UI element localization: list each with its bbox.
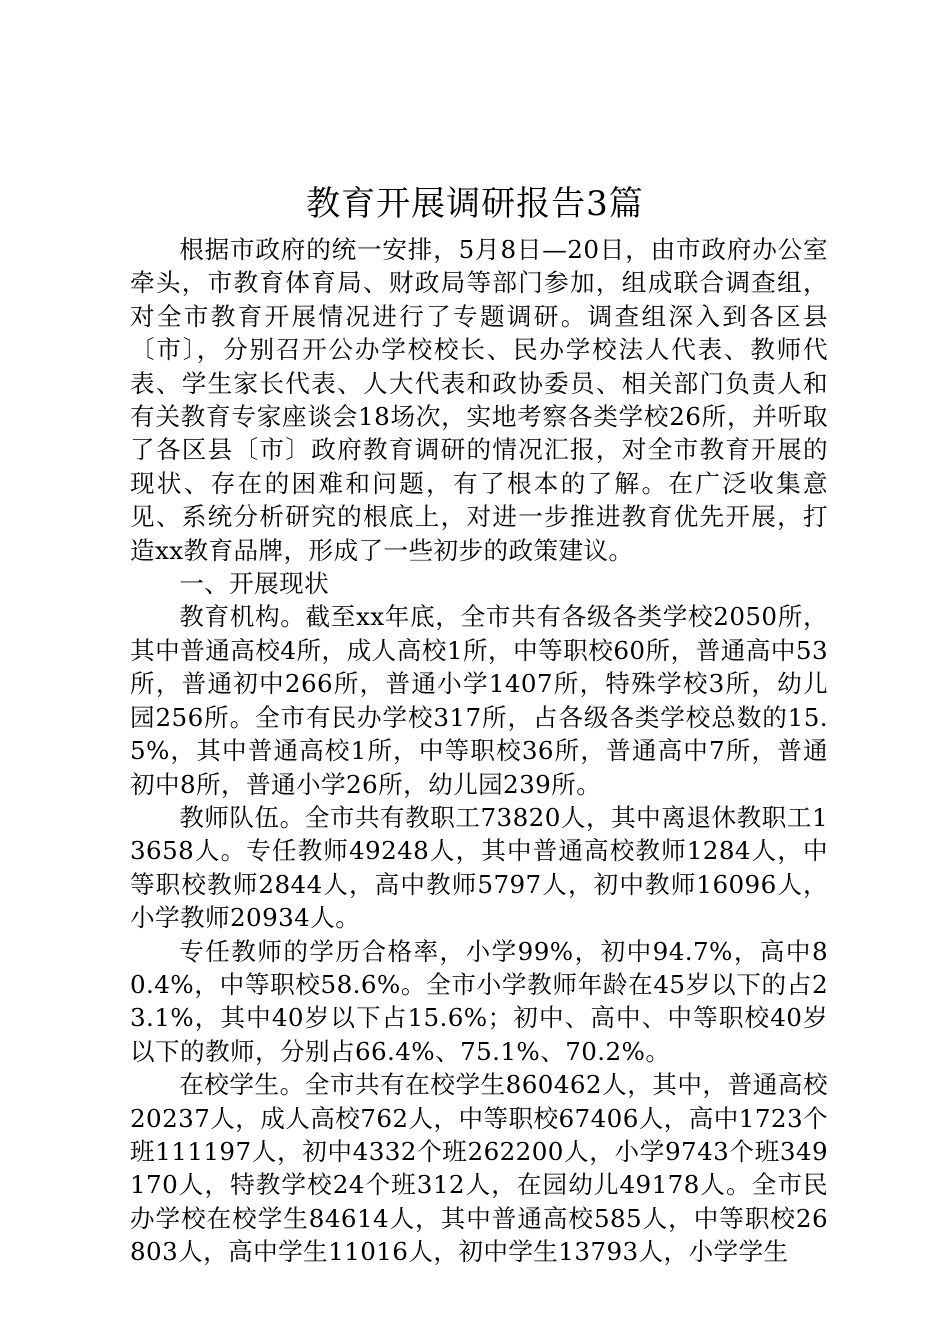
paragraph-teachers: 教师队伍。全市共有教职工73820人，其中离退休教职工13658人。专任教师49248人，其中普通高校教师1284人，中等职校教师2844人，高中教师5797人，初中教师16096人，小学教师20934人。 (130, 802, 828, 933)
document-body (130, 233, 828, 1269)
paragraph-qualification: 专任教师的学历合格率，小学99%，初中94.7%，高中80.4%，中等职校58.6%。全市小学教师年龄在45岁以下的占23.1%，其中40岁以下占15.6%；初中、高中、中等职校40岁以下的教师，分别占66.4%、75.1%、70.2%。 (130, 936, 828, 1066)
section-heading-status: 一、开展现状 (179, 569, 330, 599)
paragraph-students: 在校学生。全市共有在校学生860462人，其中，普通高校20237人，成人高校762人，中等职校67406人，高中1723个班111197人，初中4332个班262200人，小学9743个班349170人，特教学校24个班312人，在园幼儿49178人。全市民办学校在校学生84614人，其中普通高校585人，中等职校26803人，高中学生11016人，初中学生13793人，小学学生 (130, 1070, 828, 1267)
paragraph-institutions: 教育机构。截至xx年底，全市共有各级各类学校2050所，其中普通高校4所，成人高校1所，中等职校60所，普通高中53所，普通初中266所，普通小学1407所，特殊学校3所，幼儿园256所。全市有民办学校317所，占各级各类学校总数的15.5%，其中普通高校1所，中等职校36所，普通高中7所，普通初中8所，普通小学26所，幼儿园239所。 (130, 602, 828, 799)
paragraph-intro: 根据市政府的统一安排，5月8日—20日，由市政府办公室牵头，市教育体育局、财政局等部门参加，组成联合调查组，对全市教育开展情况进行了专题调研。调查组深入到各区县〔市〕，分别召开公办学校校长、民办学校法人代表、教师代表、学生家长代表、人大代表和政协委员、相关部门负责人和有关教育专家座谈会18场次，实地考察各类学校26所，并听取了各区县〔市〕政府教育调研的情况汇报，对全市教育开展的现状、存在的困难和问题，有了根本的了解。在广泛收集意见、系统分析研究的根底上，对进一步推进教育优先开展，打造xx教育品牌，形成了一些初步的政策建议。 (130, 235, 828, 565)
document-title: 教育开展调研报告3篇 (306, 184, 644, 224)
